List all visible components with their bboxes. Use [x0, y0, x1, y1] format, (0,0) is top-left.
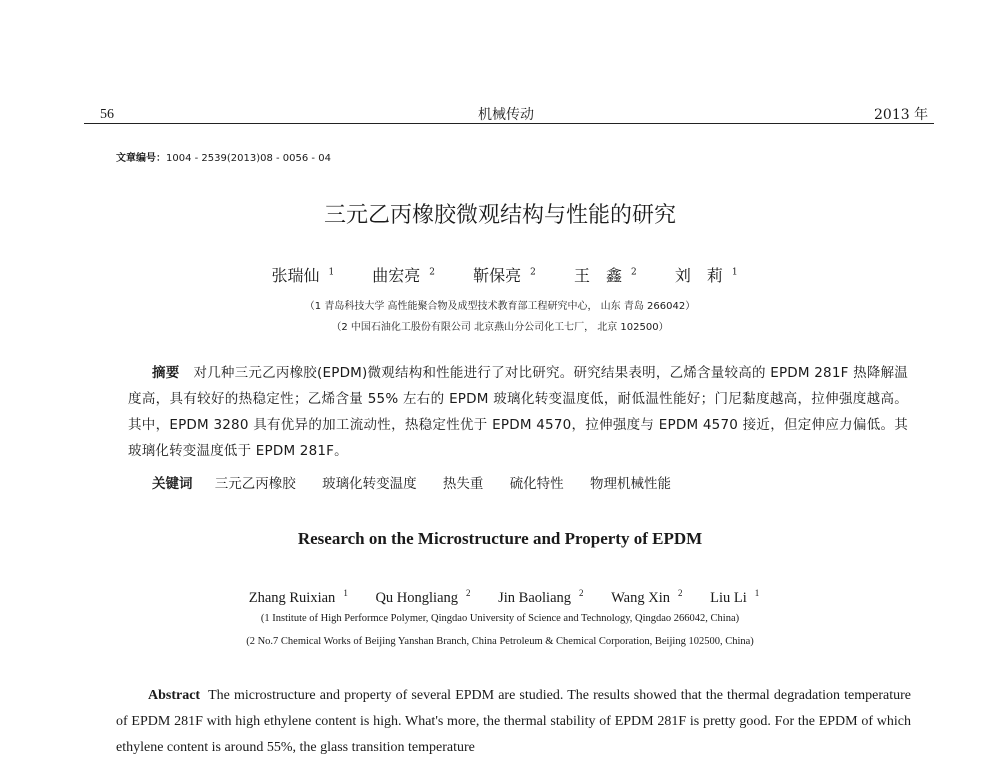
keywords-chinese	[152, 472, 693, 492]
keyword: 三元乙丙橡胶	[214, 476, 296, 492]
author-cn: 张瑞仙 $^1$	[271, 266, 335, 285]
abstract-en-label: Abstract	[148, 688, 201, 703]
article-number-label: 文章编号：	[116, 153, 166, 164]
abstract-english	[116, 683, 911, 761]
title-chinese: 三元乙丙橡胶微观结构与性能的研究	[323, 203, 676, 228]
abstract-en-text: The microstructure and property of several EPDM are studied. The results showed that the thermal degradation temperature of EPDM 281F with high ethylene content is high. What's more, the thermal stability of EPDM 281F is pretty good. For the EPDM of which ethylene content is around 55%, the glass transition temperature	[116, 688, 911, 755]
keyword: 玻璃化转变温度	[322, 476, 417, 492]
author-en: Wang Xin $^2$	[611, 588, 683, 606]
author-cn: 靳保亮 $^2$	[473, 266, 536, 285]
abstract-cn-text: 对几种三元乙丙橡胶(EPDM)微观结构和性能进行了对比研究。研究结果表明，乙烯含量较高的 EPDM 281F 热降解温度高，具有较好的热稳定性；乙烯含量 55% 左右的 EPDM 玻璃化转变温度低，耐低温性能好；门尼黏度越高，拉伸强度越高。其中，EPDM 3280 具有优异的加工流动性，热稳定性优于 EPDM 4570，拉伸强度与 EPDM 4570 接近，但定伸应力偏低。其玻璃化转变温度低于 EPDM 281F。	[128, 365, 908, 459]
publication-year: 2013 年	[874, 107, 929, 123]
author-cn: 王 鑫 $^2$	[573, 266, 637, 285]
journal-name: 机械传动	[478, 107, 534, 123]
author-cn: 刘 莉 $^1$	[674, 266, 738, 285]
keywords-label: 关键词	[152, 476, 193, 492]
page-number: 56	[100, 107, 114, 122]
authors-chinese	[0, 263, 1000, 286]
article-number-value: 1004 - 2539(2013)08 - 0056 - 04	[166, 153, 331, 164]
keyword: 物理机械性能	[589, 476, 671, 492]
keyword: 硫化特性	[509, 476, 564, 492]
affiliation-cn-1: （1 青岛科技大学 高性能聚合物及成型技术教育部工程研究中心， 山东 青岛 266042）	[304, 301, 696, 312]
author-en: Jin Baoliang $^2$	[498, 588, 584, 606]
author-cn: 曲宏亮 $^2$	[372, 266, 436, 285]
authors-english	[0, 588, 1000, 607]
header-divider	[84, 123, 934, 124]
author-en: Liu Li $^1$	[710, 588, 760, 606]
affiliation-en-2: (2 No.7 Chemical Works of Beijing Yanshan Branch, China Petroleum & Chemical Corporation, Beijing 102500, China)	[246, 636, 754, 647]
affiliation-cn-2: （2 中国石油化工股份有限公司 北京燕山分公司化工七厂， 北京 102500）	[331, 322, 669, 333]
author-en: Zhang Ruixian $^1$	[248, 588, 348, 606]
affiliation-en-1: (1 Institute of High Performce Polymer, Qingdao University of Science and Technology, Qingdao 266042, China)	[260, 613, 740, 624]
keyword: 热失重	[442, 476, 484, 492]
title-english: Research on the Microstructure and Property of EPDM	[297, 529, 703, 548]
article-number	[116, 149, 331, 164]
author-en: Qu Hongliang $^2$	[375, 588, 471, 606]
abstract-cn-label: 摘要	[152, 365, 180, 381]
abstract-chinese	[128, 360, 908, 464]
